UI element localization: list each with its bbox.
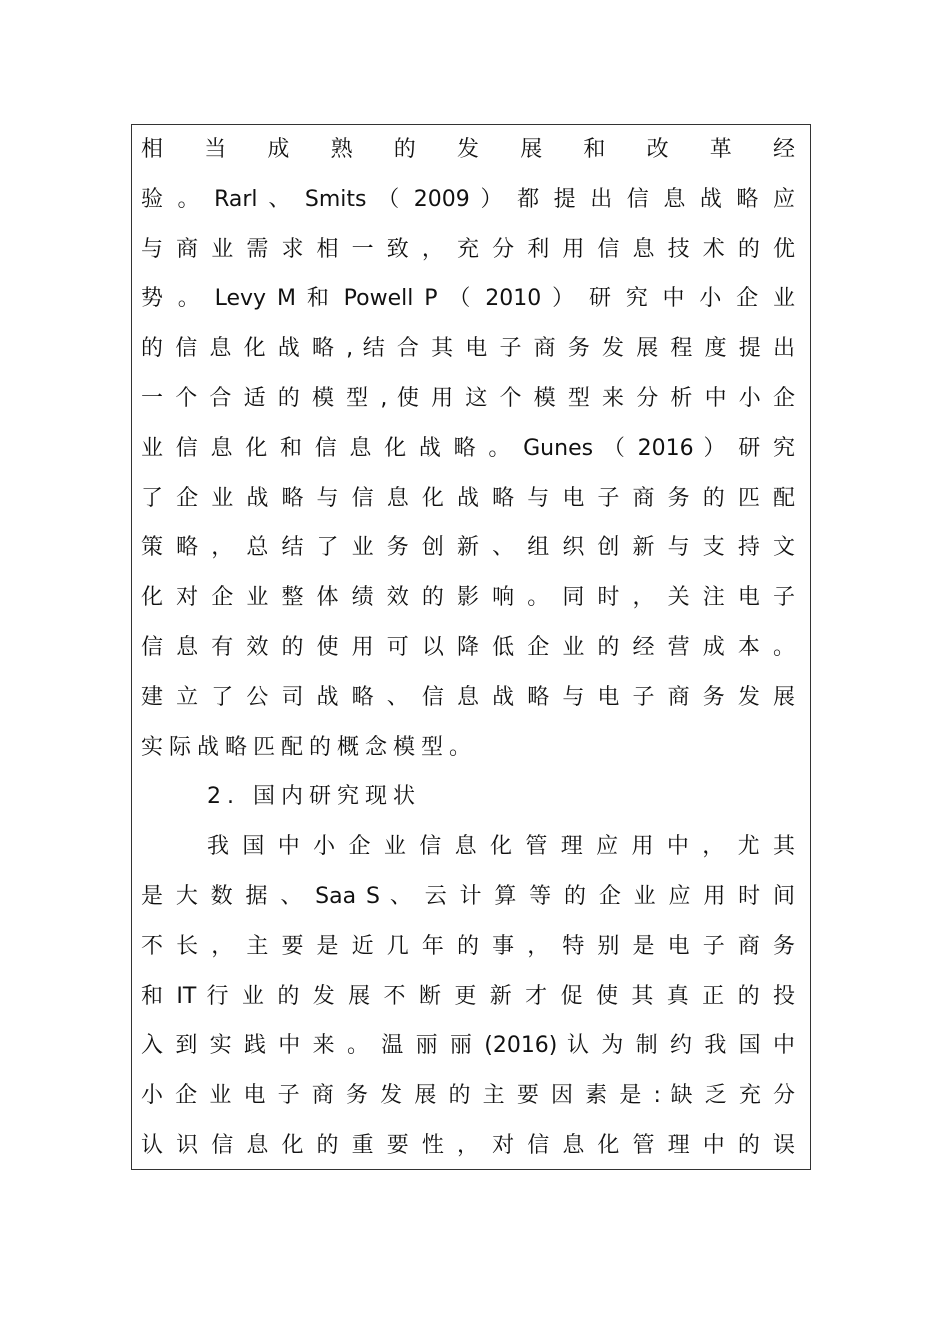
text-line: 是 大 数 据 、 Saa S 、 云 计 算 等 的 企 业 应 用 时 间 bbox=[141, 883, 795, 909]
text-line: 相 当 成 熟 的 发 展 和 改 革 经 bbox=[141, 137, 795, 162]
text-line: 策 略 ， 总 结 了 业 务 创 新 、 组 织 创 新 与 支 持 文 bbox=[141, 535, 795, 561]
paragraph-end-line: 实际战略匹配的概念模型。 bbox=[141, 734, 478, 760]
text-line: 建 立 了 公 司 战 略 、 信 息 战 略 与 电 子 商 务 发 展 bbox=[141, 684, 795, 710]
text-line: 与 商 业 需 求 相 一 致 ， 充 分 利 用 信 息 技 术 的 优 bbox=[141, 236, 795, 262]
text-line: 和 IT 行 业 的 发 展 不 断 更 新 才 促 使 其 真 正 的 投 bbox=[141, 983, 795, 1009]
text-line: 入 到 实 践 中 来 。 温 丽 丽 (2016) 认 为 制 约 我 国 中 bbox=[141, 1033, 795, 1059]
text-line: 小 企 业 电 子 商 务 发 展 的 主 要 因 素 是 : 缺 乏 充 分 bbox=[141, 1083, 795, 1109]
text-line: 了 企 业 战 略 与 信 息 化 战 略 与 电 子 商 务 的 匹 配 bbox=[141, 485, 795, 511]
body-text bbox=[141, 125, 795, 1171]
text-line: 信 息 有 效 的 使 用 可 以 降 低 企 业 的 经 营 成 本 。 bbox=[141, 634, 795, 660]
text-line: 验 。 Rarl 、 Smits （ 2009 ） 都 提 出 信 息 战 略 应 bbox=[141, 186, 795, 212]
text-line: 一 个 合 适 的 模 型 , 使 用 这 个 模 型 来 分 析 中 小 企 bbox=[141, 385, 795, 411]
text-line: 的 信 息 化 战 略 , 结 合 其 电 子 商 务 发 展 程 度 提 出 bbox=[141, 336, 795, 362]
text-line: 认 识 信 息 化 的 重 要 性 ， 对 信 息 化 管 理 中 的 误 bbox=[141, 1132, 795, 1158]
text-line: 不 长 ， 主 要 是 近 几 年 的 事 ， 特 别 是 电 子 商 务 bbox=[141, 933, 795, 959]
text-line: 势 。 Levy M 和 Powell P （ 2010 ） 研 究 中 小 企 业 bbox=[141, 286, 795, 312]
paragraph-first-line: 我 国 中 小 企 业 信 息 化 管 理 应 用 中 ， 尤 其 bbox=[207, 834, 795, 860]
section-heading: 2. 国内研究现状 bbox=[207, 784, 421, 810]
text-line: 业 信 息 化 和 信 息 化 战 略 。 Gunes （ 2016 ） 研 究 bbox=[141, 435, 795, 461]
text-line: 化 对 企 业 整 体 绩 效 的 影 响 。 同 时 ， 关 注 电 子 bbox=[141, 585, 795, 611]
